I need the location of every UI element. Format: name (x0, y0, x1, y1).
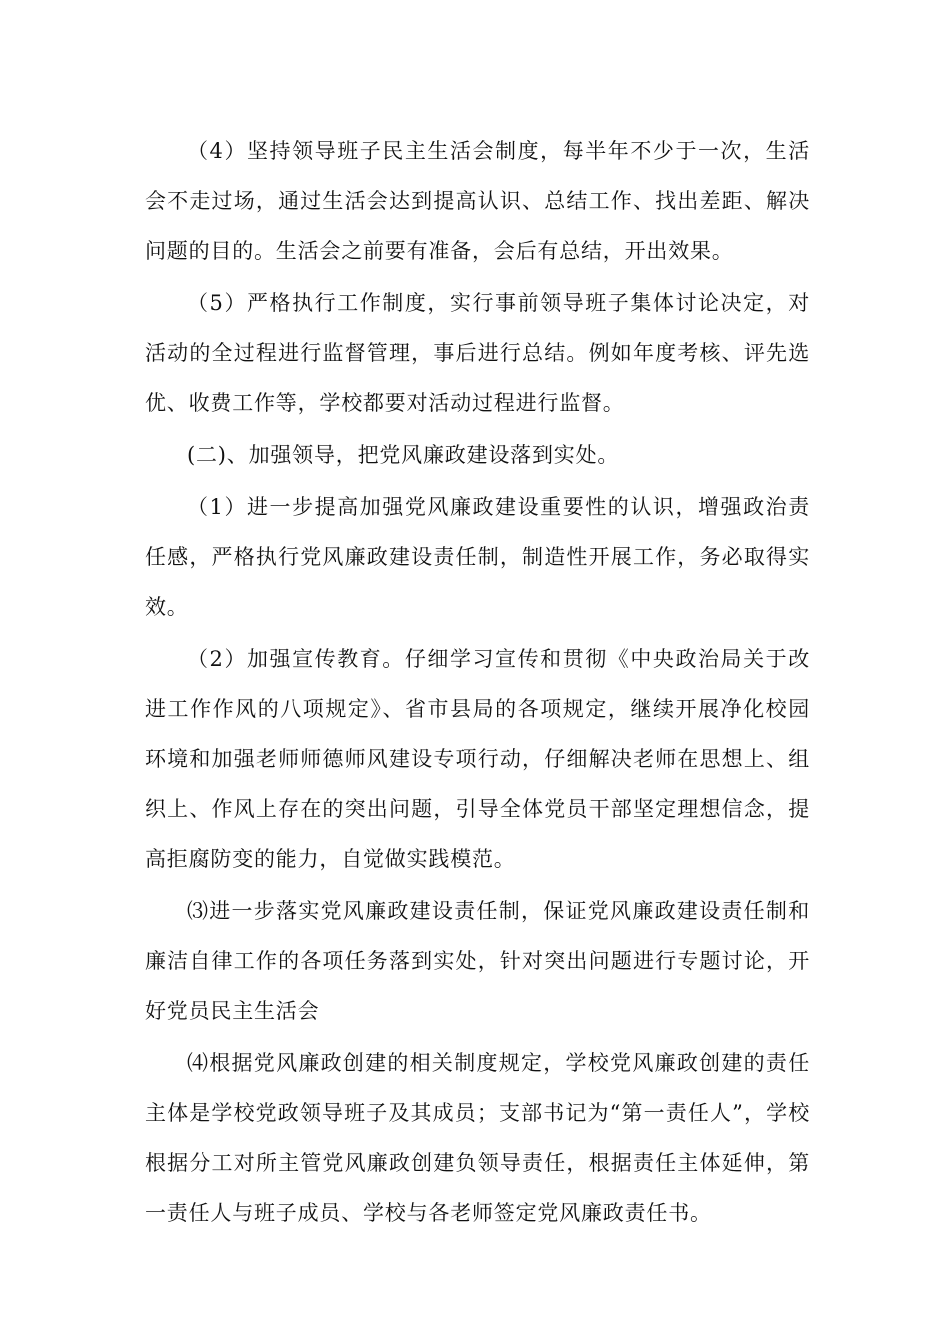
paragraph-2-publicity-education: （2）加强宣传教育。仔细学习宣传和贯彻《中央政治局关于改进工作作风的八项规定》、省市县局的各项规定，继续开展净化校园环境和加强老师师德师风建设专项行动，仔细解决老师在思想上、组织上、作风上存在的突出问题，引导全体党员干部坚定理想信念，提高拒腐防变的能力，自觉做实践模范。 (145, 647, 810, 871)
paragraph-4-democratic-life-meeting: （4）坚持领导班子民主生活会制度，每半年不少于一次，生活会不走过场，通过生活会达到提高认识、总结工作、找出差距、解决问题的目的。生活会之前要有准备，会后有总结，开出效果。 (145, 139, 810, 263)
paragraph-1-raise-awareness: （1）进一步提高加强党风廉政建设重要性的认识，增强政治责任感，严格执行党风廉政建设责任制，制造性开展工作，务必取得实效。 (145, 495, 810, 619)
paragraph-3-responsibility-system: ⑶进一步落实党风廉政建设责任制，保证党风廉政建设责任制和廉洁自律工作的各项任务落到实处，针对突出问题进行专题讨论，开好党员民主生活会 (145, 899, 810, 1023)
section-heading-strengthen-leadership: (二)、加强领导，把党风廉政建设落到实处。 (187, 443, 620, 467)
paragraph-5-work-system: （5）严格执行工作制度，实行事前领导班子集体讨论决定，对活动的全过程进行监督管理，事后进行总结。例如年度考核、评先选优、收费工作等，学校都要对活动过程进行监督。 (145, 291, 810, 415)
paragraph-4-responsibility-subject: ⑷根据党风廉政创建的相关制度规定，学校党风廉政创建的责任主体是学校党政领导班子及其成员；支部书记为“第一责任人”，学校根据分工对所主管党风廉政创建负领导责任，根据责任主体延伸，第一责任人与班子成员、学校与各老师签定党风廉政责任书。 (145, 1051, 810, 1225)
